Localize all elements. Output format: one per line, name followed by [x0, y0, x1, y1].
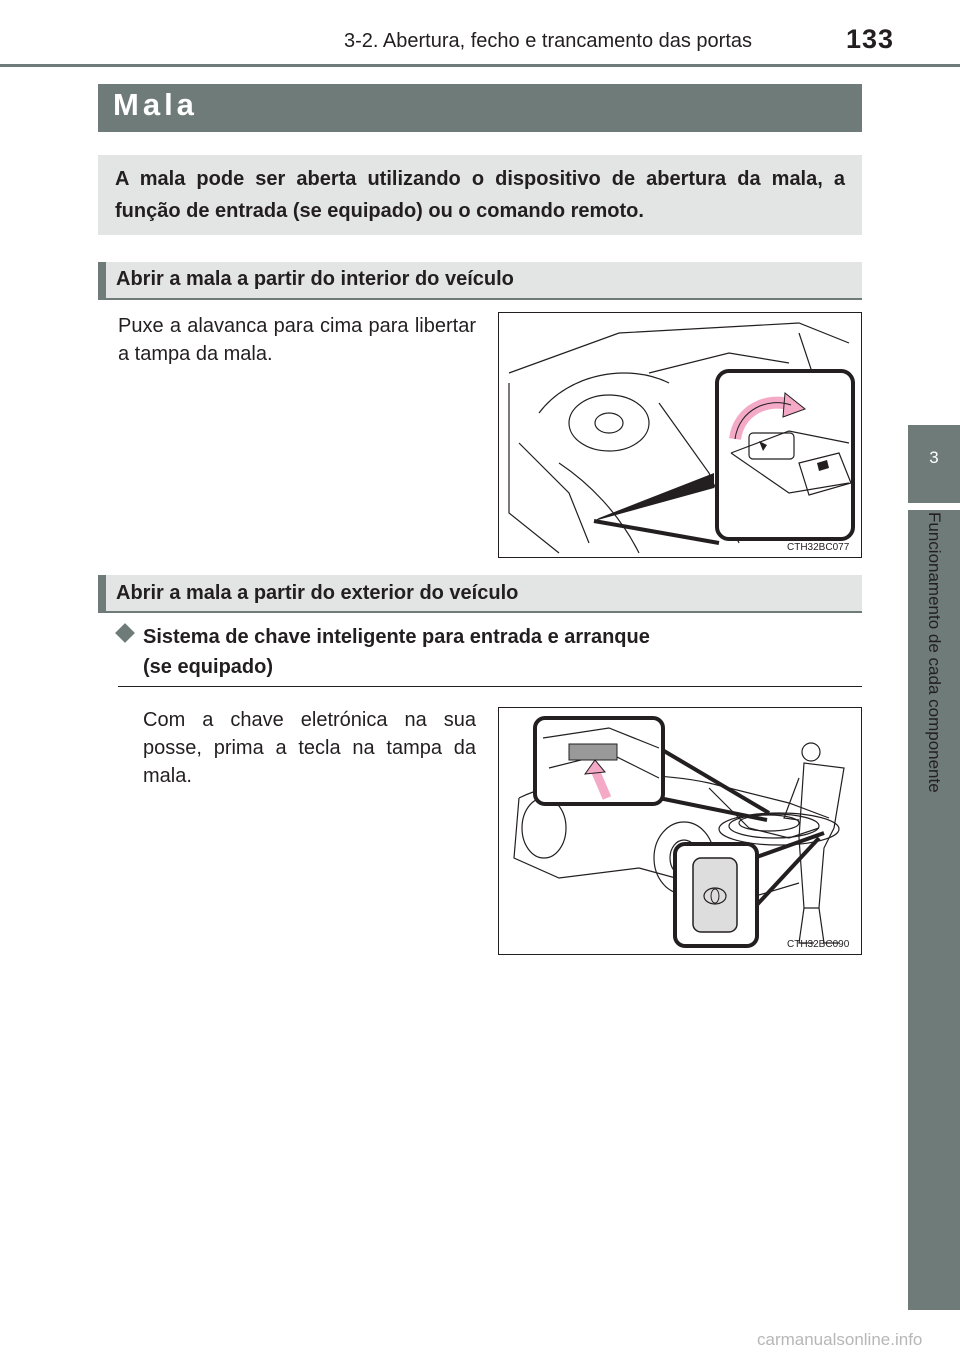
chapter-title-text: Funcionamento de cada componente [925, 512, 944, 793]
subheading-interior: Abrir a mala a partir do interior do veículo [116, 268, 514, 290]
section-title: Mala [113, 87, 198, 122]
figure-exterior-trunk-button [498, 707, 862, 955]
exterior-instruction: Com a chave eletrónica na sua posse, prima a tecla na tampa da mala. [143, 709, 476, 787]
exterior-illustration [499, 708, 861, 954]
chapter-tab: 3 [908, 425, 960, 503]
header-divider [0, 64, 960, 67]
watermark: carmanualsonline.info [757, 1330, 923, 1349]
figure-code-interior: CTH32BC077 [787, 542, 850, 553]
bullet-divider [118, 686, 862, 687]
bullet-title [143, 622, 650, 682]
subheading-marker [98, 262, 106, 300]
interior-instruction: Puxe a alavanca para cima para libertar a tampa da mala. [118, 315, 476, 365]
page-number: 133 [846, 24, 895, 54]
section-title-band [98, 84, 862, 132]
figure-interior-release-lever [498, 312, 862, 558]
running-header: 3-2. Abertura, fecho e trancamento das portas [344, 30, 753, 52]
chapter-title-vertical [920, 512, 950, 852]
bullet-diamond-icon [115, 623, 135, 643]
subheading-marker [98, 575, 106, 613]
interior-illustration [499, 313, 861, 557]
bullet-title-line2: (se equipado) [143, 656, 274, 678]
figure-code-exterior: CTH32BC090 [787, 939, 850, 950]
bullet-title-line1: Sistema de chave inteligente para entrada e arranque [143, 626, 650, 648]
subheading-exterior: Abrir a mala a partir do exterior do veículo [116, 582, 519, 604]
intro-text: A mala pode ser aberta utilizando o dispositivo de abertura da mala, a função de entrada (se equipado) ou o comando remoto. [115, 168, 845, 222]
